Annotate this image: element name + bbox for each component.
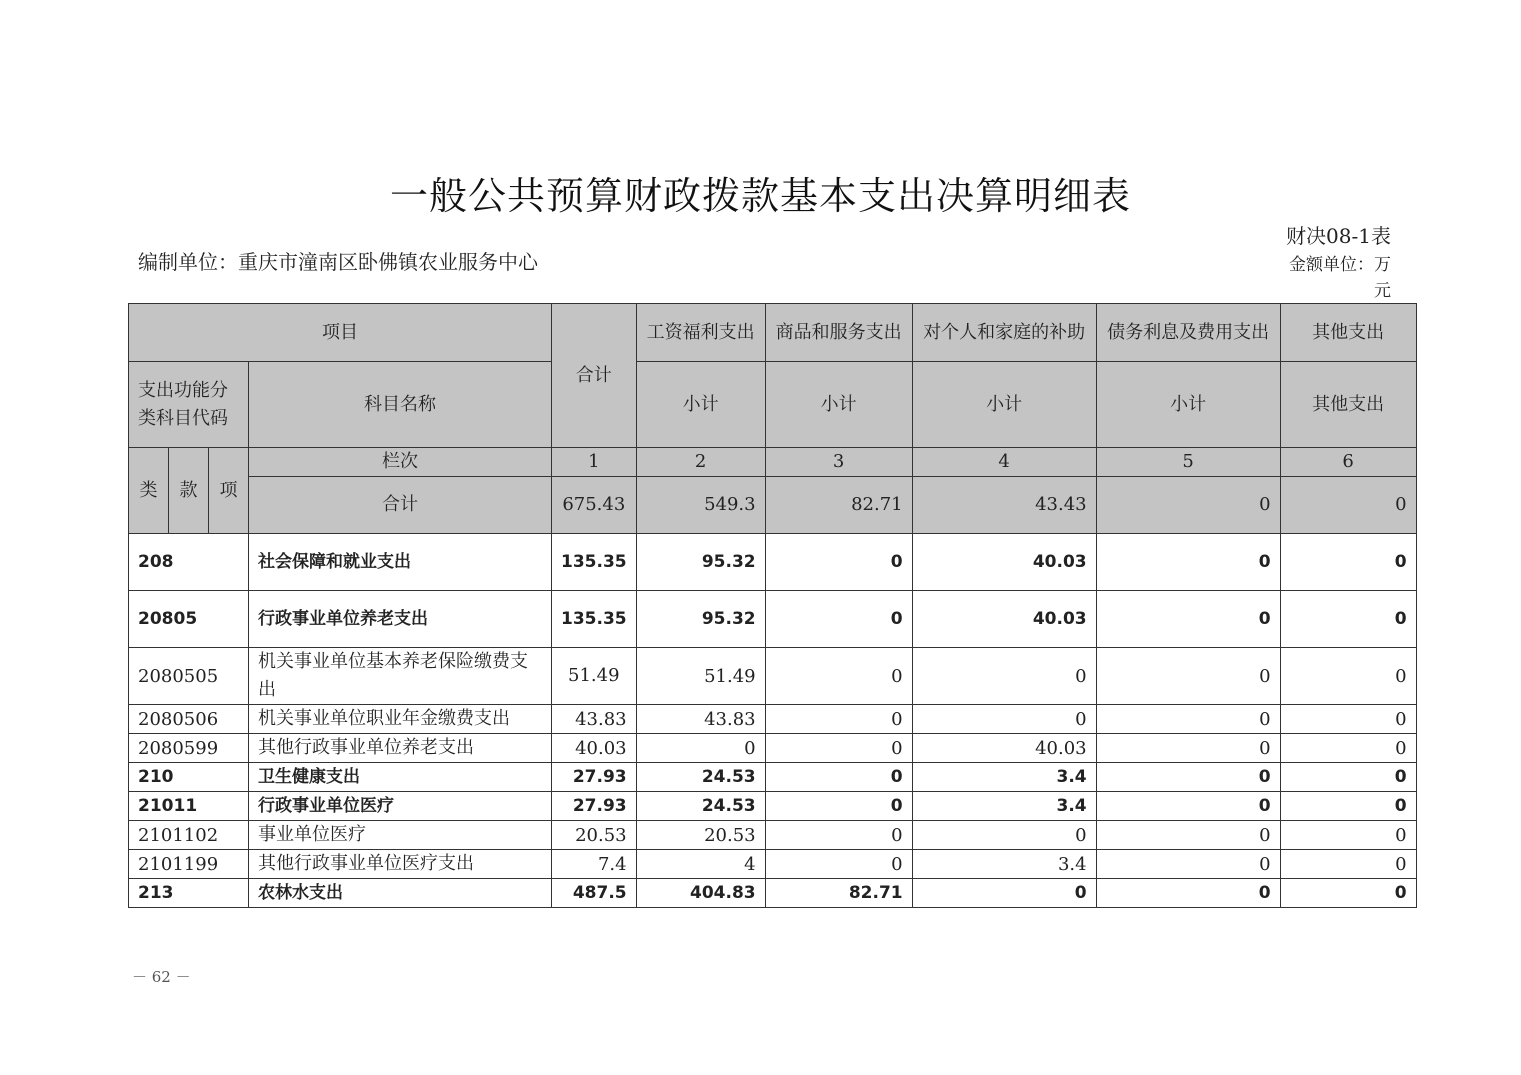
row-code: 2080599 <box>129 734 249 763</box>
header-wage: 工资福利支出 <box>636 304 765 362</box>
header-sub-other: 其他支出 <box>1280 362 1416 448</box>
table-row <box>129 734 1417 763</box>
page-title: 一般公共预算财政拨款基本支出决算明细表 <box>389 174 1131 218</box>
row-wage: 4 <box>636 850 765 879</box>
row-total: 20.53 <box>552 821 637 850</box>
header-kuan: 款 <box>169 448 209 534</box>
row-code: 208 <box>129 534 249 591</box>
row-total: 135.35 <box>552 534 637 591</box>
row-goods: 82.71 <box>765 879 912 908</box>
row-goods: 0 <box>765 705 912 734</box>
sum-row <box>129 477 1417 534</box>
sum-label: 合计 <box>249 477 552 534</box>
row-name: 事业单位医疗 <box>249 821 552 850</box>
row-debt: 0 <box>1096 648 1280 705</box>
row-other: 0 <box>1280 734 1416 763</box>
header-goods: 商品和服务支出 <box>765 304 912 362</box>
col-number-3: 3 <box>765 448 912 477</box>
row-code: 2080506 <box>129 705 249 734</box>
header-project: 项目 <box>129 304 552 362</box>
row-goods: 0 <box>765 821 912 850</box>
row-personal: 0 <box>912 879 1096 908</box>
row-total: 7.4 <box>552 850 637 879</box>
row-total: 43.83 <box>552 705 637 734</box>
row-name: 社会保障和就业支出 <box>249 534 552 591</box>
col-number-4: 4 <box>912 448 1096 477</box>
row-goods: 0 <box>765 534 912 591</box>
row-personal: 40.03 <box>912 591 1096 648</box>
col-number-2: 2 <box>636 448 765 477</box>
table-row <box>129 648 1417 705</box>
col-number-1: 1 <box>552 448 637 477</box>
header-xiang: 项 <box>209 448 249 534</box>
row-code: 2101102 <box>129 821 249 850</box>
row-personal: 3.4 <box>912 763 1096 792</box>
sum-wage: 549.3 <box>636 477 765 534</box>
row-goods: 0 <box>765 850 912 879</box>
row-code: 213 <box>129 879 249 908</box>
row-name: 机关事业单位职业年金缴费支出 <box>249 705 552 734</box>
amount-unit-yuan: 元 <box>1374 281 1391 301</box>
sum-personal: 43.43 <box>912 477 1096 534</box>
row-name: 卫生健康支出 <box>249 763 552 792</box>
row-goods: 0 <box>765 792 912 821</box>
row-goods: 0 <box>765 763 912 792</box>
row-debt: 0 <box>1096 879 1280 908</box>
header-sub-goods: 小计 <box>765 362 912 448</box>
row-personal: 0 <box>912 821 1096 850</box>
row-other: 0 <box>1280 534 1416 591</box>
row-debt: 0 <box>1096 850 1280 879</box>
header-lei: 类 <box>129 448 169 534</box>
table-row <box>129 850 1417 879</box>
header-debt: 债务利息及费用支出 <box>1096 304 1280 362</box>
header-subject-name: 科目名称 <box>249 362 552 448</box>
header-sub-debt: 小计 <box>1096 362 1280 448</box>
row-total: 27.93 <box>552 763 637 792</box>
col-number-5: 5 <box>1096 448 1280 477</box>
row-goods: 0 <box>765 648 912 705</box>
row-total: 135.35 <box>552 591 637 648</box>
row-name: 行政事业单位医疗 <box>249 792 552 821</box>
amount-unit <box>1271 252 1391 304</box>
table-row <box>129 534 1417 591</box>
row-other: 0 <box>1280 763 1416 792</box>
row-debt: 0 <box>1096 534 1280 591</box>
row-debt: 0 <box>1096 763 1280 792</box>
row-total: 51.49 <box>552 648 637 705</box>
row-total: 27.93 <box>552 792 637 821</box>
row-code: 2080505 <box>129 648 249 705</box>
amount-unit-label: 金额单位：万 <box>1289 255 1391 275</box>
row-code: 20805 <box>129 591 249 648</box>
row-debt: 0 <box>1096 734 1280 763</box>
form-number: 财决08-1表 <box>1286 224 1391 248</box>
table-row <box>129 763 1417 792</box>
sum-goods: 82.71 <box>765 477 912 534</box>
row-debt: 0 <box>1096 821 1280 850</box>
row-debt: 0 <box>1096 591 1280 648</box>
header-sub-personal: 小计 <box>912 362 1096 448</box>
row-total: 487.5 <box>552 879 637 908</box>
header-row-3 <box>129 448 1417 477</box>
row-code: 21011 <box>129 792 249 821</box>
row-name: 行政事业单位养老支出 <box>249 591 552 648</box>
row-name: 其他行政事业单位医疗支出 <box>249 850 552 879</box>
header-other: 其他支出 <box>1280 304 1416 362</box>
expenditure-table <box>128 303 1417 908</box>
header-row-1 <box>129 304 1417 362</box>
row-wage: 24.53 <box>636 763 765 792</box>
row-other: 0 <box>1280 705 1416 734</box>
row-wage: 24.53 <box>636 792 765 821</box>
sum-total: 675.43 <box>552 477 637 534</box>
table-row <box>129 591 1417 648</box>
table-row <box>129 879 1417 908</box>
row-debt: 0 <box>1096 705 1280 734</box>
row-goods: 0 <box>765 591 912 648</box>
row-other: 0 <box>1280 591 1416 648</box>
row-other: 0 <box>1280 879 1416 908</box>
row-goods: 0 <box>765 734 912 763</box>
col-number-6: 6 <box>1280 448 1416 477</box>
header-personal: 对个人和家庭的补助 <box>912 304 1096 362</box>
row-wage: 95.32 <box>636 534 765 591</box>
row-wage: 95.32 <box>636 591 765 648</box>
page-number: － 62 － <box>132 968 191 986</box>
sum-debt: 0 <box>1096 477 1280 534</box>
row-other: 0 <box>1280 821 1416 850</box>
table-row <box>129 705 1417 734</box>
row-total: 40.03 <box>552 734 637 763</box>
row-other: 0 <box>1280 792 1416 821</box>
header-func-code: 支出功能分类科目代码 <box>129 362 249 448</box>
row-name: 其他行政事业单位养老支出 <box>249 734 552 763</box>
header-total: 合计 <box>552 304 637 448</box>
row-personal: 40.03 <box>912 534 1096 591</box>
row-wage: 0 <box>636 734 765 763</box>
row-personal: 40.03 <box>912 734 1096 763</box>
table-row <box>129 792 1417 821</box>
row-personal: 0 <box>912 705 1096 734</box>
row-personal: 3.4 <box>912 850 1096 879</box>
row-personal: 3.4 <box>912 792 1096 821</box>
row-wage: 51.49 <box>636 648 765 705</box>
row-name: 农林水支出 <box>249 879 552 908</box>
row-wage: 20.53 <box>636 821 765 850</box>
row-code: 210 <box>129 763 249 792</box>
row-wage: 404.83 <box>636 879 765 908</box>
row-other: 0 <box>1280 648 1416 705</box>
row-name: 机关事业单位基本养老保险缴费支出 <box>249 648 552 705</box>
header-sub-wage: 小计 <box>636 362 765 448</box>
row-other: 0 <box>1280 850 1416 879</box>
sum-other: 0 <box>1280 477 1416 534</box>
header-col-order: 栏次 <box>249 448 552 477</box>
row-code: 2101199 <box>129 850 249 879</box>
compiling-unit: 编制单位：重庆市潼南区卧佛镇农业服务中心 <box>138 250 538 274</box>
row-personal: 0 <box>912 648 1096 705</box>
row-wage: 43.83 <box>636 705 765 734</box>
header-row-2 <box>129 362 1417 448</box>
table-row <box>129 821 1417 850</box>
row-debt: 0 <box>1096 792 1280 821</box>
